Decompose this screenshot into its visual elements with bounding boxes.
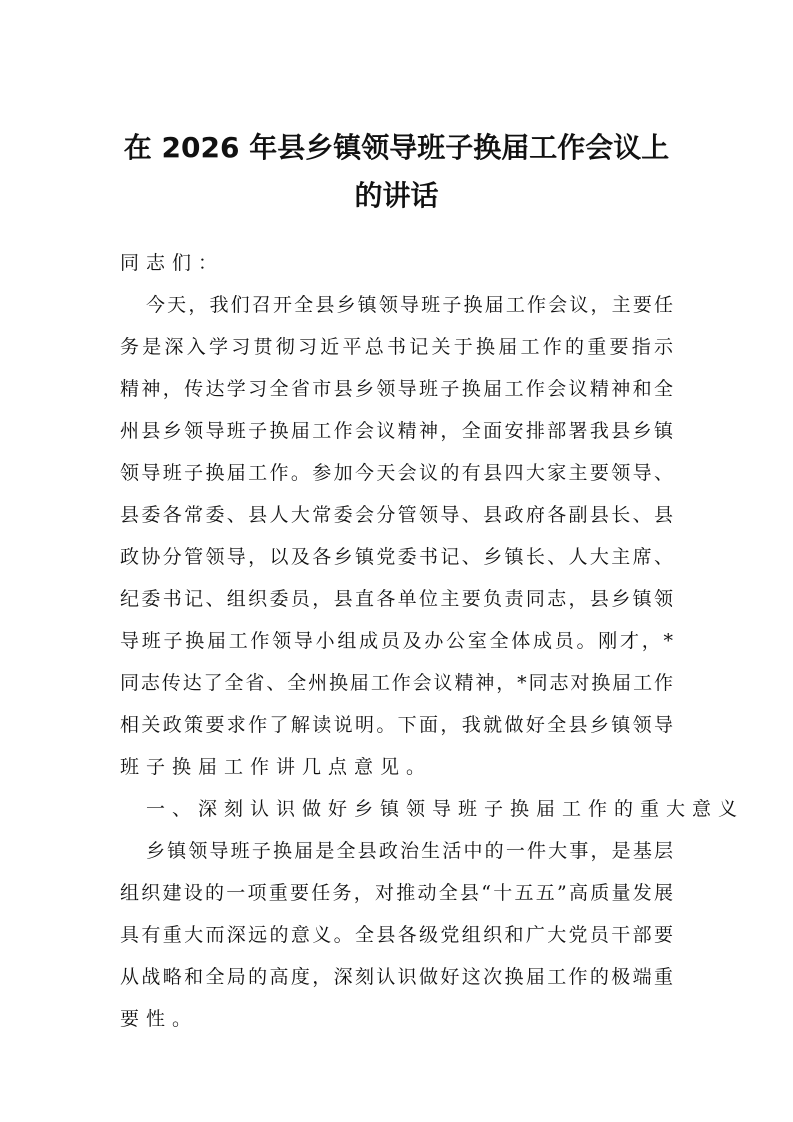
paragraph-line: 从战略和全局的高度，深刻认识做好这次换届工作的极端重 xyxy=(120,966,673,988)
document-title-line-1: 在 2026 年县乡镇领导班子换届工作会议上 xyxy=(123,131,670,164)
document-body xyxy=(120,248,745,1046)
section-heading: 一、深刻认识做好乡镇领导班子换届工作的重大意义 xyxy=(146,798,745,820)
paragraph-line: 乡镇领导班子换届是全县政治生活中的一件大事，是基层 xyxy=(146,840,673,862)
document-title-line-2: 的讲话 xyxy=(354,179,439,212)
paragraph-line: 领导班子换届工作。参加今天会议的有县四大家主要领导、 xyxy=(120,462,673,484)
paragraph-line: 县委各常委、县人大常委会分管领导、县政府各副县长、县 xyxy=(120,504,673,526)
paragraph-line: 州县乡领导班子换届工作会议精神，全面安排部署我县乡镇 xyxy=(120,420,673,442)
paragraph-line: 今天，我们召开全县乡镇领导班子换届工作会议，主要任 xyxy=(146,294,673,316)
paragraph-line: 具有重大而深远的意义。全县各级党组织和广大党员干部要 xyxy=(120,924,673,946)
salutation: 同志们： xyxy=(120,252,225,274)
paragraph-line: 务是深入学习贯彻习近平总书记关于换届工作的重要指示 xyxy=(120,336,673,358)
paragraph-line: 班子换届工作讲几点意见。 xyxy=(120,756,433,778)
paragraph-line: 同志传达了全省、全州换届工作会议精神，*同志对换届工作 xyxy=(120,672,673,694)
paragraph-line: 相关政策要求作了解读说明。下面，我就做好全县乡镇领导 xyxy=(120,714,673,736)
paragraph-line: 政协分管领导，以及各乡镇党委书记、乡镇长、人大主席、 xyxy=(120,546,673,568)
paragraph-line: 要性。 xyxy=(120,1008,199,1030)
paragraph-line: 精神，传达学习全省市县乡领导班子换届工作会议精神和全 xyxy=(120,378,673,400)
paragraph-line: 组织建设的一项重要任务，对推动全县“十五五”高质量发展 xyxy=(120,882,673,904)
paragraph-line: 纪委书记、组织委员，县直各单位主要负责同志，县乡镇领 xyxy=(120,588,673,610)
paragraph-line: 导班子换届工作领导小组成员及办公室全体成员。刚才，* xyxy=(120,630,673,652)
